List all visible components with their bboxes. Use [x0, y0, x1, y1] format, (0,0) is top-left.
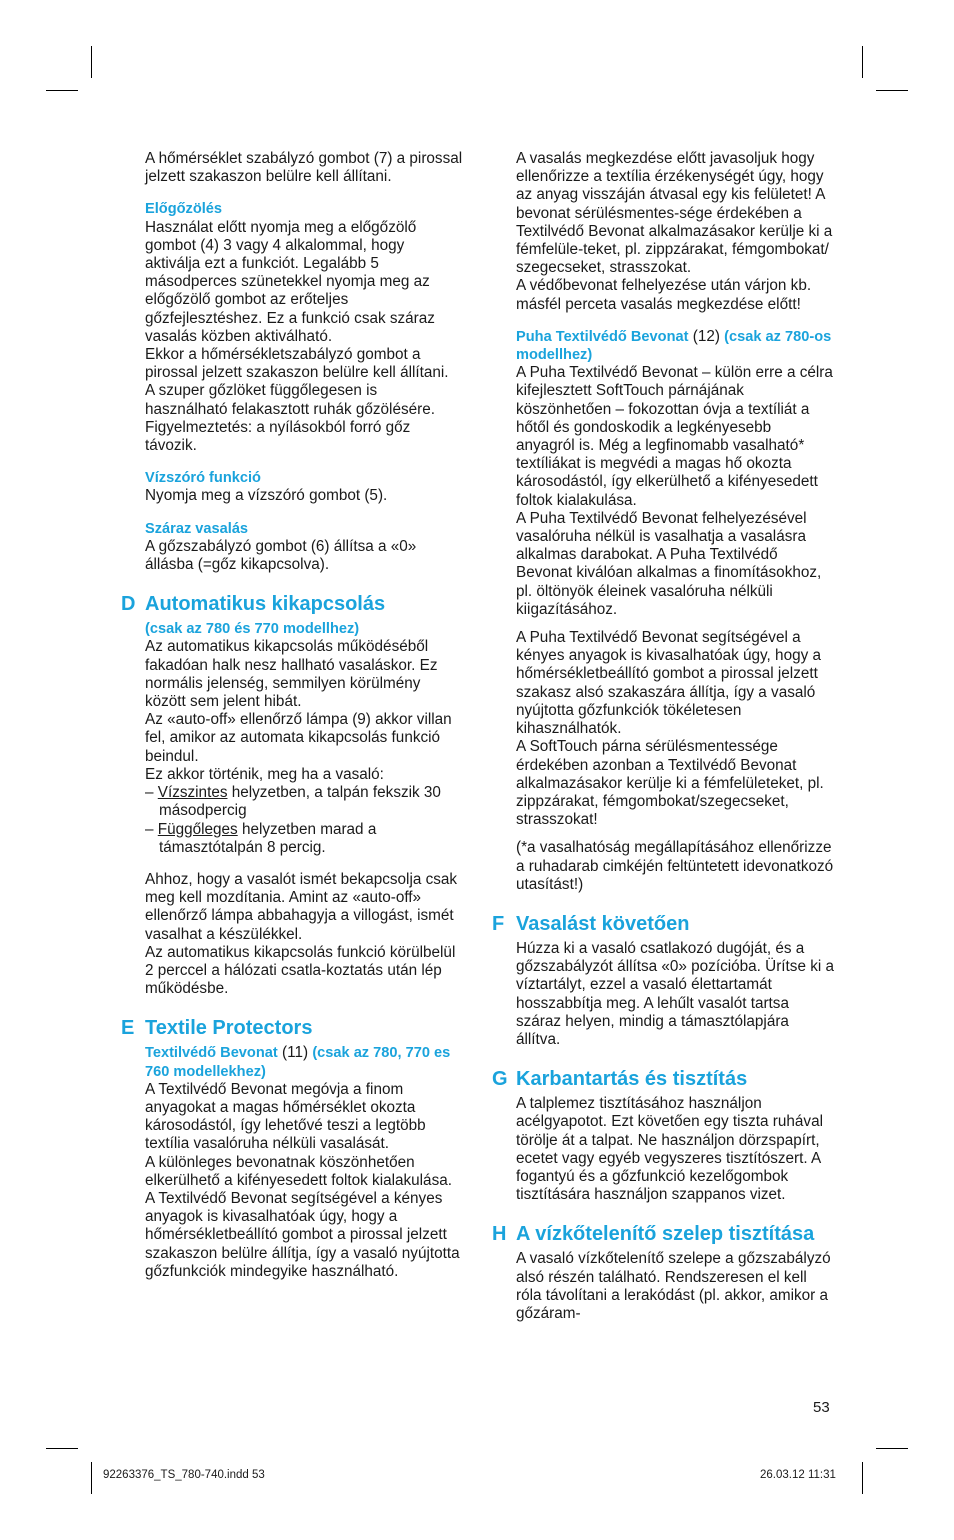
puha-subtitle [516, 328, 834, 364]
slug-timestamp: 26.03.12 11:31 [760, 1469, 836, 1481]
section-letter: F [492, 912, 505, 935]
slug-filename: 92263376_TS_780-740.indd 53 [103, 1469, 265, 1481]
list-item [145, 821, 463, 857]
list-item-underlined: Függőleges [157, 820, 238, 838]
list-item-underlined: Vízszintes [157, 784, 228, 802]
crop-mark [862, 1462, 863, 1494]
left-column [121, 150, 463, 1281]
subtitle-models: (csak az 780, 770 es 760 modellekhez) [145, 1045, 451, 1080]
section-d-text-3: Ez akkor történik, meg ha a vasaló: [145, 765, 384, 783]
elogozoles-text-3: A szuper gőzlöket függőlegesen is használható felakasztott ruhák gőzölésére. Figyelmeztetés: a nyílásokból forró gőz távozik. [145, 382, 435, 455]
section-f-text: Húzza ki a vasaló csatlakozó dugóját, és a gőzszabályzót állítsa «0» pozícióba. Ürítse ki a víztartályt, ezzel a vasaló élettartamát hosszabbítja meg. A lehűlt vasalót tartsa száraz helyen, mindig a támasztólapjára állítva. [516, 939, 835, 1048]
puha-text-1: A Puha Textilvédő Bevonat – külön erre a célra kifejlesztett SoftTouch párnájának köszönhetően – fokozottan óvja a textíliát a hőtől és gondoskodik a legkényesebb anyagról is. Még a legfinomabb vasalható* textíliákat is megvédi a magas hő okozta károsodástól, így elkerülhető a kifényesedett foltok kialakulása. [516, 364, 833, 509]
section-title: Textile Protectors [145, 1017, 313, 1040]
puha-text-3: A Puha Textilvédő Bevonat segítségével a kényes anyagok is kivasalhatóak úgy, hogy a hőmérsékletbeállító gombot a pirossal jelzett szakasz alsó szakaszára állítja, így a vasaló nyújtotta gőzfunkciók tökéletesen kihasználhatók. [516, 629, 821, 738]
szaraz-heading: Száraz vasalás [145, 520, 249, 537]
section-title: A vízkőtelenítő szelep tisztítása [516, 1223, 815, 1246]
section-e-text-1: A Textilvédő Bevonat megóvja a finom anyagokat a magas hőmérséklet okozta károsodástól, így lehetővé teszi a legtöbb textília vasalóruha nélküli vasalását. [145, 1080, 426, 1153]
list-dash: – [145, 820, 158, 838]
right-paragraph-2: A védőbevonat felhelyezése után várjon kb. másfél perceta vasalás megkezdése előtt! [516, 277, 812, 313]
vizszoro-heading: Vízszóró funkció [145, 470, 261, 487]
right-paragraph-1: A vasalás megkezdése előtt javasoljuk hogy ellenőrizze a textília érzékenységét úgy, hogy az anyag visszáján átvasal egy kis felületet! A bevonat sérülésmentes-sége érdekében a Textilvédő Bevonat alkalmazásakor kerülje ki a fémfelüle-teket, pl. zippzárakat, fémgombokat/ szegecseket, strasszokat. [516, 150, 833, 277]
section-d-subtitle: (csak az 780 és 770 modellhez) [145, 621, 360, 638]
list-item-text: helyzetben, a talpán fekszik 30 másodpercig [159, 784, 441, 820]
list-item-text: helyzetben marad a támasztótalpán 8 percig. [159, 820, 377, 856]
section-letter: E [121, 1017, 135, 1040]
puha-text-5: (*a vasalhatóság megállapításához ellenőrizze a ruhadarab cimkéjén feltüntetett idevonatkozó utasítást!) [516, 839, 834, 893]
section-g-heading [492, 1067, 834, 1091]
subtitle-name: Textilvédő Bevonat [145, 1045, 278, 1062]
crop-mark [46, 90, 78, 91]
section-letter: G [492, 1068, 508, 1091]
crop-mark [46, 1448, 78, 1449]
section-h-heading [492, 1222, 834, 1246]
section-title: Vasalást követően [516, 912, 690, 935]
subtitle-number: (12) [688, 327, 725, 345]
list-dash: – [145, 784, 158, 802]
list-item [145, 784, 463, 820]
section-d-heading [121, 592, 463, 616]
szaraz-text: A gőzszabályzó gombot (6) állítsa a «0» állásba (=gőz kikapcsolva). [145, 537, 417, 574]
puha-text-2: A Puha Textilvédő Bevonat felhelyezésével vasalóruha nélkül is vasalhatja a vasalásra alkalmas darabokat. A Puha Textilvédő Bevonat kiválóan alkalmas a finomításokhoz, pl. öltönyök éleinek vasalóruha nélküli kiigazításához. [516, 509, 822, 618]
section-title: Karbantartás és tisztítás [516, 1068, 748, 1091]
section-e-text-3: A Textilvédő Bevonat segítségével a kényes anyagok is kivasalhatóak úgy, hogy a hőmérsékletbeállító gombot a pirossal jelzett szakaszon belülre állítja, így a vasaló nyújtotta gőzfunkciók mindegyike használható. [145, 1189, 460, 1280]
section-letter: D [121, 593, 136, 616]
puha-text-4: A SoftTouch párna sérülésmentessége érdekében azonban a Textilvédő Bevonat alkalmazásakor kerülje ki a fémfelületeket, pl. zippzárakat, fémgombokat/szegecseket, strasszokat! [516, 738, 824, 829]
section-g-text: A talplemez tisztításához használjon acélgyapotot. Ezt követően egy tiszta ruhával törölje át a talpat. Ne használjon dörzspapírt, ecetet vagy egyéb vegyszeres tisztítószert. A fogantyú és a gőzfunkció kezelőgombok tisztítására használjon szappanos vizet. [516, 1095, 823, 1204]
section-d-text-4: Ahhoz, hogy a vasalót ismét bekapcsolja csak meg kell mozdítania. Amint az «auto-off» ellenőrző lámpa abbahagyja a villogást, ismét vasalhat a készülékkel. [145, 870, 458, 943]
subtitle-models: (csak az 780-os modellhez) [516, 328, 832, 364]
section-letter: H [492, 1223, 507, 1246]
section-d-text-5: Az automatikus kikapcsolás funkció körülbelül 2 perccel a hálózati csatla-koztatás után lép működésbe. [145, 943, 456, 998]
section-e-text-2: A különleges bevonatnak köszönhetően elkerülhető a kifényesedett foltok kialakulása. [145, 1153, 452, 1189]
section-e-heading [121, 1016, 463, 1040]
crop-mark [862, 46, 863, 78]
section-d-text-1: Az automatikus kikapcsolás működéséből fakadóan halk nesz hallható vasaláskor. Ez normális jelenség, semmilyen körülmény között sem jelent hibát. [145, 638, 438, 711]
crop-mark [876, 90, 908, 91]
crop-mark [91, 1462, 92, 1494]
section-h-text: A vasaló vízkőtelenítő szelepe a gőzszabályzó alsó részén található. Rendszeresen el kell róla távolítani a lerakódást (pl. akkor, amikor a gőzáram- [516, 1250, 831, 1322]
section-e-subtitle [145, 1044, 463, 1080]
subtitle-name: Puha Textilvédő Bevonat [516, 328, 689, 345]
section-title: Automatikus kikapcsolás [145, 593, 386, 616]
section-d-text-2: Az «auto-off» ellenőrző lámpa (9) akkor villan fel, amikor az automata kikapcsolás funkció beindul. [145, 711, 452, 765]
vizszoro-text: Nyomja meg a vízszóró gombot (5). [145, 487, 388, 505]
right-column [492, 150, 835, 1323]
elogozoles-text-2: Ekkor a hőmérsékletszabályzó gombot a pirossal jelzett szakaszon belülre kell állítani. [145, 346, 449, 382]
elogozoles-text-1: Használat előtt nyomja meg a előgőzölő gombot (4) 3 vagy 4 alkalommal, hogy aktiválja ezt a funkciót. Legalább 5 másodperces szünetekkel nyomja meg az előgőzölő gombot az erőteljes gőzfejlesztéshez. Ez a funkció csak száraz vasalás közben aktiválható. [145, 218, 435, 345]
crop-mark [876, 1448, 908, 1449]
page-number: 53 [813, 1399, 830, 1416]
section-f-heading [492, 912, 834, 936]
intro-paragraph: A hőmérséklet szabályzó gombot (7) a pirossal jelzett szakaszon belülre kell állítani. [145, 150, 463, 186]
elogozoles-heading: Előgőzölés [145, 201, 223, 218]
crop-mark [91, 46, 92, 78]
subtitle-number: (11) [277, 1044, 313, 1062]
